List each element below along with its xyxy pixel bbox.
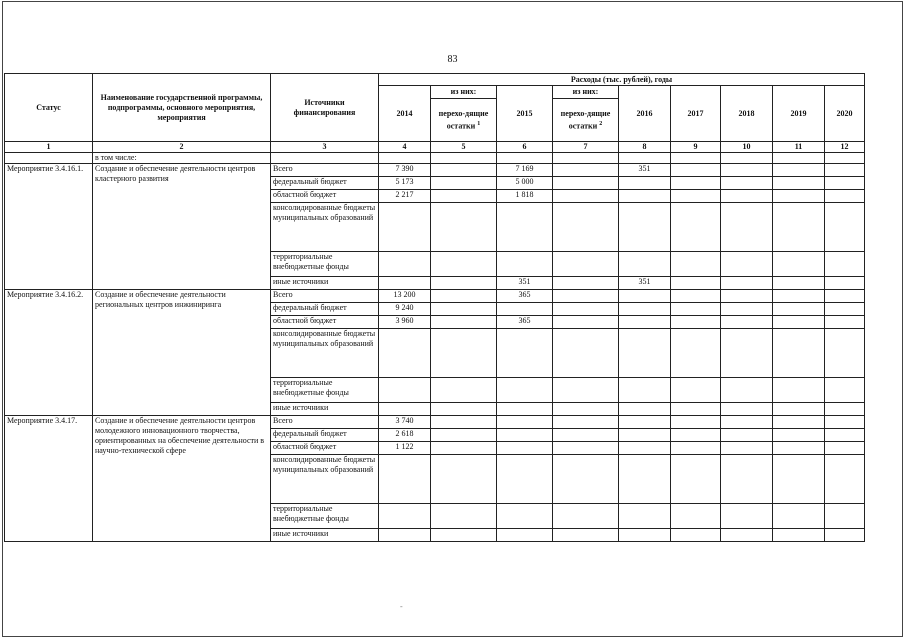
amount-cell xyxy=(431,252,497,277)
amount-cell xyxy=(773,252,825,277)
amount-cell xyxy=(619,316,671,329)
funding-source: Всего xyxy=(271,416,379,429)
amount-cell xyxy=(773,504,825,529)
amount-cell xyxy=(431,190,497,203)
amount-cell xyxy=(497,203,553,252)
amount-cell xyxy=(619,290,671,303)
funding-source: федеральный бюджет xyxy=(271,429,379,442)
amount-cell xyxy=(671,429,721,442)
amount-cell xyxy=(825,290,865,303)
amount-cell xyxy=(619,529,671,542)
amount-cell xyxy=(721,442,773,455)
amount-cell xyxy=(553,177,619,190)
amount-cell xyxy=(773,442,825,455)
amount-cell xyxy=(825,190,865,203)
amount-cell xyxy=(721,164,773,177)
funding-source: федеральный бюджет xyxy=(271,177,379,190)
funding-source: областной бюджет xyxy=(271,190,379,203)
column-number: 8 xyxy=(619,142,671,153)
amount-cell: 7 169 xyxy=(497,164,553,177)
amount-cell xyxy=(671,203,721,252)
header-of-them: из них: xyxy=(431,86,497,99)
amount-cell xyxy=(825,277,865,290)
funding-source: консолидированные бюджеты муниципальных образований xyxy=(271,455,379,504)
amount-cell xyxy=(497,504,553,529)
amount-cell xyxy=(553,252,619,277)
amount-cell xyxy=(773,329,825,378)
amount-cell xyxy=(379,529,431,542)
amount-cell xyxy=(431,429,497,442)
amount-cell xyxy=(773,316,825,329)
amount-cell xyxy=(497,455,553,504)
amount-cell xyxy=(553,303,619,316)
table-row xyxy=(5,416,865,429)
amount-cell xyxy=(825,316,865,329)
amount-cell xyxy=(497,529,553,542)
header-sources: Источники финансирования xyxy=(271,74,379,142)
amount-cell xyxy=(825,177,865,190)
amount-cell xyxy=(431,442,497,455)
amount-cell xyxy=(497,416,553,429)
amount-cell xyxy=(721,177,773,190)
amount-cell: 13 200 xyxy=(379,290,431,303)
amount-cell xyxy=(671,403,721,416)
amount-cell xyxy=(619,416,671,429)
header-year: 2020 xyxy=(825,86,865,142)
amount-cell: 365 xyxy=(497,290,553,303)
header-year: 2017 xyxy=(671,86,721,142)
amount-cell xyxy=(773,190,825,203)
amount-cell xyxy=(721,190,773,203)
amount-cell xyxy=(721,504,773,529)
amount-cell xyxy=(671,252,721,277)
amount-cell xyxy=(671,290,721,303)
column-number: 11 xyxy=(773,142,825,153)
header-year: 2018 xyxy=(721,86,773,142)
amount-cell xyxy=(825,329,865,378)
amount-cell: 7 390 xyxy=(379,164,431,177)
funding-source: федеральный бюджет xyxy=(271,303,379,316)
amount-cell xyxy=(773,378,825,403)
amount-cell xyxy=(619,378,671,403)
amount-cell xyxy=(773,455,825,504)
amount-cell: 365 xyxy=(497,316,553,329)
amount-cell xyxy=(379,252,431,277)
amount-cell xyxy=(553,164,619,177)
amount-cell xyxy=(553,277,619,290)
header-expenses: Расходы (тыс. рублей), годы xyxy=(379,74,865,86)
column-number: 4 xyxy=(379,142,431,153)
funding-source: территориальные внебюджетные фонды xyxy=(271,504,379,529)
amount-cell xyxy=(773,290,825,303)
amount-cell xyxy=(497,378,553,403)
amount-cell xyxy=(773,164,825,177)
amount-cell xyxy=(431,203,497,252)
amount-cell xyxy=(379,329,431,378)
amount-cell xyxy=(721,429,773,442)
amount-cell xyxy=(671,455,721,504)
amount-cell: 9 240 xyxy=(379,303,431,316)
amount-cell xyxy=(825,303,865,316)
header-carryover-2: перехо-дящие остатки $^2$ xyxy=(553,99,619,142)
funding-source: консолидированные бюджеты муниципальных образований xyxy=(271,329,379,378)
amount-cell xyxy=(553,316,619,329)
amount-cell xyxy=(825,203,865,252)
amount-cell: 3 960 xyxy=(379,316,431,329)
amount-cell xyxy=(721,416,773,429)
amount-cell xyxy=(671,164,721,177)
amount-cell xyxy=(431,403,497,416)
amount-cell xyxy=(379,504,431,529)
amount-cell xyxy=(721,290,773,303)
column-number: 9 xyxy=(671,142,721,153)
activity-status: Мероприятие 3.4.16.1. xyxy=(5,164,93,290)
column-number: 10 xyxy=(721,142,773,153)
amount-cell xyxy=(721,303,773,316)
amount-cell xyxy=(553,416,619,429)
amount-cell xyxy=(825,455,865,504)
amount-cell xyxy=(553,442,619,455)
amount-cell xyxy=(431,416,497,429)
amount-cell xyxy=(619,190,671,203)
scan-mark: - xyxy=(400,602,403,611)
amount-cell xyxy=(671,442,721,455)
amount-cell xyxy=(619,303,671,316)
amount-cell xyxy=(619,504,671,529)
amount-cell xyxy=(671,504,721,529)
amount-cell xyxy=(497,303,553,316)
amount-cell: 2 217 xyxy=(379,190,431,203)
amount-cell xyxy=(773,416,825,429)
amount-cell xyxy=(671,190,721,203)
amount-cell xyxy=(553,504,619,529)
column-numbers-row xyxy=(5,142,865,153)
amount-cell: 1 122 xyxy=(379,442,431,455)
amount-cell xyxy=(721,316,773,329)
header-carryover-1: перехо-дящие остатки $^1$ xyxy=(431,99,497,142)
amount-cell xyxy=(619,455,671,504)
amount-cell xyxy=(497,252,553,277)
amount-cell: 351 xyxy=(619,164,671,177)
amount-cell xyxy=(773,403,825,416)
activity-name: Создание и обеспечение деятельности центров молодежного инновационного творчества, ориентированных на обеспечение деятельности в научно-технической сфере xyxy=(93,416,271,542)
amount-cell xyxy=(671,378,721,403)
column-number: 7 xyxy=(553,142,619,153)
activity-name: Создание и обеспечение деятельности региональных центров инжиниринга xyxy=(93,290,271,416)
amount-cell xyxy=(379,203,431,252)
amount-cell xyxy=(721,203,773,252)
funding-source: иные источники xyxy=(271,277,379,290)
funding-source: территориальные внебюджетные фонды xyxy=(271,252,379,277)
amount-cell xyxy=(671,316,721,329)
amount-cell xyxy=(671,329,721,378)
table-row xyxy=(5,164,865,177)
amount-cell xyxy=(825,416,865,429)
amount-cell xyxy=(671,177,721,190)
amount-cell: 1 818 xyxy=(497,190,553,203)
activity-status: Мероприятие 3.4.17. xyxy=(5,416,93,542)
amount-cell xyxy=(619,177,671,190)
activity-status: Мероприятие 3.4.16.2. xyxy=(5,290,93,416)
amount-cell xyxy=(619,429,671,442)
amount-cell xyxy=(825,504,865,529)
including-row xyxy=(5,153,865,164)
amount-cell xyxy=(619,252,671,277)
amount-cell xyxy=(553,329,619,378)
funding-source: иные источники xyxy=(271,403,379,416)
header-year: 2016 xyxy=(619,86,671,142)
header-status: Статус xyxy=(5,74,93,142)
amount-cell: 351 xyxy=(497,277,553,290)
amount-cell: 2 618 xyxy=(379,429,431,442)
amount-cell xyxy=(431,378,497,403)
amount-cell xyxy=(619,329,671,378)
amount-cell xyxy=(431,290,497,303)
amount-cell xyxy=(773,429,825,442)
amount-cell xyxy=(721,403,773,416)
header-year: 2019 xyxy=(773,86,825,142)
amount-cell xyxy=(431,504,497,529)
amount-cell xyxy=(721,329,773,378)
amount-cell xyxy=(773,529,825,542)
amount-cell xyxy=(431,316,497,329)
budget-table xyxy=(4,73,865,542)
amount-cell xyxy=(825,378,865,403)
amount-cell xyxy=(825,529,865,542)
amount-cell xyxy=(379,403,431,416)
amount-cell xyxy=(671,416,721,429)
amount-cell: 3 740 xyxy=(379,416,431,429)
amount-cell xyxy=(497,329,553,378)
header-year: 2014 xyxy=(379,86,431,142)
funding-source: областной бюджет xyxy=(271,442,379,455)
amount-cell xyxy=(773,277,825,290)
amount-cell xyxy=(825,429,865,442)
column-number: 3 xyxy=(271,142,379,153)
activity-name: Создание и обеспечение деятельности центров кластерного развития xyxy=(93,164,271,290)
amount-cell xyxy=(721,252,773,277)
amount-cell xyxy=(553,403,619,416)
amount-cell xyxy=(619,442,671,455)
amount-cell xyxy=(773,203,825,252)
amount-cell xyxy=(721,277,773,290)
column-number: 2 xyxy=(93,142,271,153)
amount-cell xyxy=(721,455,773,504)
header-year: 2015 xyxy=(497,86,553,142)
amount-cell xyxy=(431,455,497,504)
amount-cell xyxy=(497,403,553,416)
amount-cell xyxy=(619,403,671,416)
column-number: 5 xyxy=(431,142,497,153)
amount-cell xyxy=(431,303,497,316)
amount-cell xyxy=(619,203,671,252)
amount-cell xyxy=(671,303,721,316)
amount-cell: 5 000 xyxy=(497,177,553,190)
amount-cell xyxy=(553,429,619,442)
funding-source: Всего xyxy=(271,290,379,303)
amount-cell xyxy=(379,455,431,504)
amount-cell xyxy=(431,277,497,290)
page-number: 83 xyxy=(447,54,458,65)
column-number: 12 xyxy=(825,142,865,153)
funding-source: консолидированные бюджеты муниципальных образований xyxy=(271,203,379,252)
amount-cell xyxy=(431,177,497,190)
amount-cell: 351 xyxy=(619,277,671,290)
amount-cell xyxy=(553,529,619,542)
amount-cell xyxy=(773,177,825,190)
funding-source: Всего xyxy=(271,164,379,177)
amount-cell xyxy=(497,442,553,455)
header-of-them: из них: xyxy=(553,86,619,99)
amount-cell xyxy=(553,190,619,203)
header-name: Наименование государственной программы, подпрограммы, основного мероприятия, мероприятия xyxy=(93,74,271,142)
amount-cell xyxy=(431,529,497,542)
funding-source: областной бюджет xyxy=(271,316,379,329)
amount-cell xyxy=(553,378,619,403)
amount-cell xyxy=(431,164,497,177)
amount-cell xyxy=(553,455,619,504)
amount-cell xyxy=(825,164,865,177)
amount-cell xyxy=(721,529,773,542)
including-label: в том числе: xyxy=(93,153,271,164)
amount-cell xyxy=(721,378,773,403)
amount-cell xyxy=(379,277,431,290)
amount-cell xyxy=(671,277,721,290)
funding-source: территориальные внебюджетные фонды xyxy=(271,378,379,403)
amount-cell xyxy=(773,303,825,316)
amount-cell xyxy=(825,403,865,416)
amount-cell xyxy=(825,442,865,455)
funding-source: иные источники xyxy=(271,529,379,542)
amount-cell xyxy=(825,252,865,277)
amount-cell xyxy=(671,529,721,542)
table-row xyxy=(5,290,865,303)
amount-cell xyxy=(553,203,619,252)
column-number: 1 xyxy=(5,142,93,153)
amount-cell xyxy=(553,290,619,303)
amount-cell: 5 173 xyxy=(379,177,431,190)
amount-cell xyxy=(379,378,431,403)
column-number: 6 xyxy=(497,142,553,153)
amount-cell xyxy=(431,329,497,378)
amount-cell xyxy=(497,429,553,442)
